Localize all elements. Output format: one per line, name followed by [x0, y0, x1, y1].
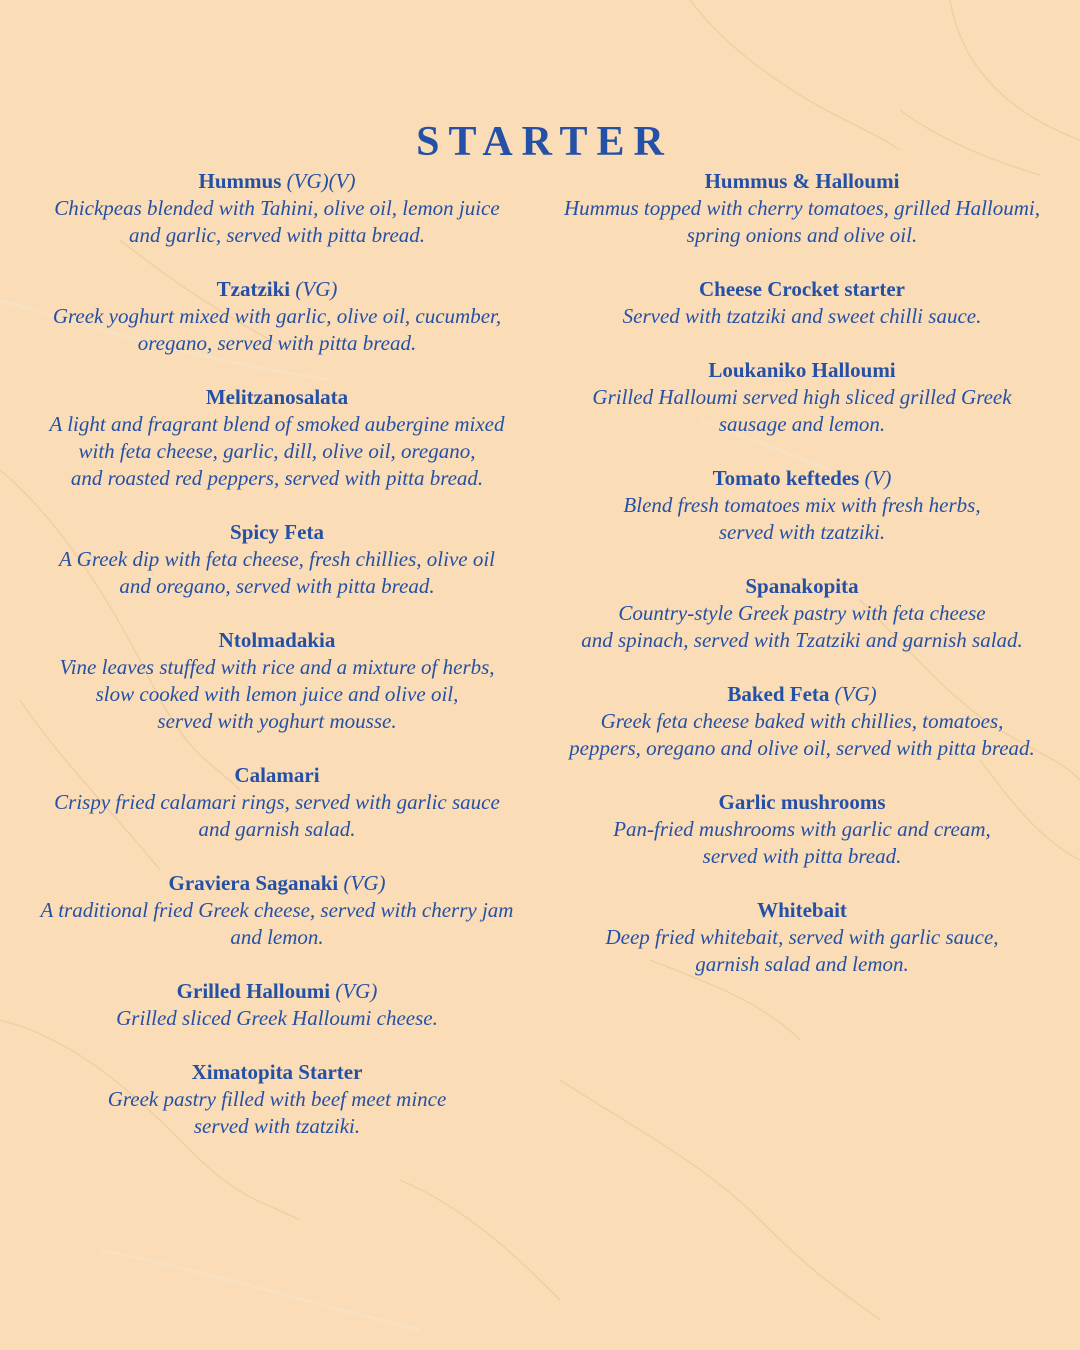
item-name: Ntolmadakia — [218, 628, 336, 652]
menu-item — [547, 168, 1057, 249]
item-name: Garlic mushrooms — [718, 790, 886, 814]
item-description: Pan-fried mushrooms with garlic and cream, served with pitta bread. — [613, 817, 991, 868]
item-name: Melitzanosalata — [205, 385, 349, 409]
item-description: Served with tzatziki and sweet chilli sauce. — [622, 304, 982, 328]
item-description: Blend fresh tomatoes mix with fresh herbs, served with tzatziki. — [623, 493, 981, 544]
item-description: Greek feta cheese baked with chillies, tomatoes, peppers, oregano and olive oil, served with pitta bread. — [569, 709, 1035, 760]
item-name: Spanakopita — [745, 574, 859, 598]
menu-item — [22, 978, 532, 1032]
dietary-tag: (V) — [864, 466, 892, 490]
item-name: Loukaniko Halloumi — [708, 358, 896, 382]
menu-item — [547, 897, 1057, 978]
dietary-tag: (VG) — [834, 682, 877, 706]
item-description: Hummus topped with cherry tomatoes, grilled Halloumi, spring onions and olive oil. — [564, 196, 1040, 247]
menu-item — [22, 168, 532, 249]
menu-item — [547, 357, 1057, 438]
dietary-tag: (VG) — [343, 871, 386, 895]
menu-item — [547, 276, 1057, 330]
item-description: Grilled sliced Greek Halloumi cheese. — [116, 1006, 438, 1030]
item-description: Crispy fried calamari rings, served with garlic sauce and garnish salad. — [54, 790, 500, 841]
menu-item — [22, 627, 532, 735]
item-description: A traditional fried Greek cheese, served with cherry jam and lemon. — [40, 898, 514, 949]
item-name: Hummus — [198, 169, 282, 193]
item-name: Grilled Halloumi — [176, 979, 331, 1003]
item-name: Cheese Crocket starter — [698, 277, 906, 301]
item-description: Vine leaves stuffed with rice and a mixture of herbs, slow cooked with lemon juice and olive oil, served with yoghurt mousse. — [59, 655, 495, 733]
menu-item — [22, 762, 532, 843]
item-description: Grilled Halloumi served high sliced grilled Greek sausage and lemon. — [592, 385, 1012, 436]
item-description: Country-style Greek pastry with feta cheese and spinach, served with Tzatziki and garnish salad. — [581, 601, 1023, 652]
item-name: Baked Feta — [727, 682, 830, 706]
item-description: A Greek dip with feta cheese, fresh chillies, olive oil and oregano, served with pitta bread. — [58, 547, 496, 598]
item-name: Tomato keftedes — [712, 466, 860, 490]
menu-item — [547, 465, 1057, 546]
menu-item — [22, 1059, 532, 1140]
item-name: Tzatziki — [216, 277, 291, 301]
menu-item — [547, 789, 1057, 870]
item-description: Greek yoghurt mixed with garlic, olive oil, cucumber, oregano, served with pitta bread. — [52, 304, 502, 355]
menu-item — [547, 681, 1057, 762]
right-menu-column — [547, 168, 1057, 1005]
item-name: Spicy Feta — [230, 520, 324, 544]
item-description: Deep fried whitebait, served with garlic sauce, garnish salad and lemon. — [605, 925, 999, 976]
menu-item — [22, 870, 532, 951]
item-description: A light and fragrant blend of smoked aubergine mixed with feta cheese, garlic, dill, olive oil, oregano, and roasted red peppers, served with pitta bread. — [49, 412, 505, 490]
dietary-tag: (VG) — [295, 277, 338, 301]
menu-item — [22, 519, 532, 600]
item-description: Greek pastry filled with beef meet mince served with tzatziki. — [107, 1087, 447, 1138]
item-name: Hummus & Halloumi — [704, 169, 900, 193]
menu-title: STARTER — [416, 119, 673, 165]
dietary-tag: (VG) — [335, 979, 378, 1003]
menu-item — [22, 384, 532, 492]
dietary-tag: (VG)(V) — [286, 169, 356, 193]
item-name: Whitebait — [757, 898, 847, 922]
item-name: Calamari — [234, 763, 320, 787]
item-name: Ximatopita Starter — [191, 1060, 363, 1084]
menu-item — [547, 573, 1057, 654]
item-description: Chickpeas blended with Tahini, olive oil, lemon juice and garlic, served with pitta bread. — [54, 196, 500, 247]
left-menu-column — [22, 168, 532, 1167]
menu-item — [22, 276, 532, 357]
item-name: Graviera Saganaki — [168, 871, 339, 895]
